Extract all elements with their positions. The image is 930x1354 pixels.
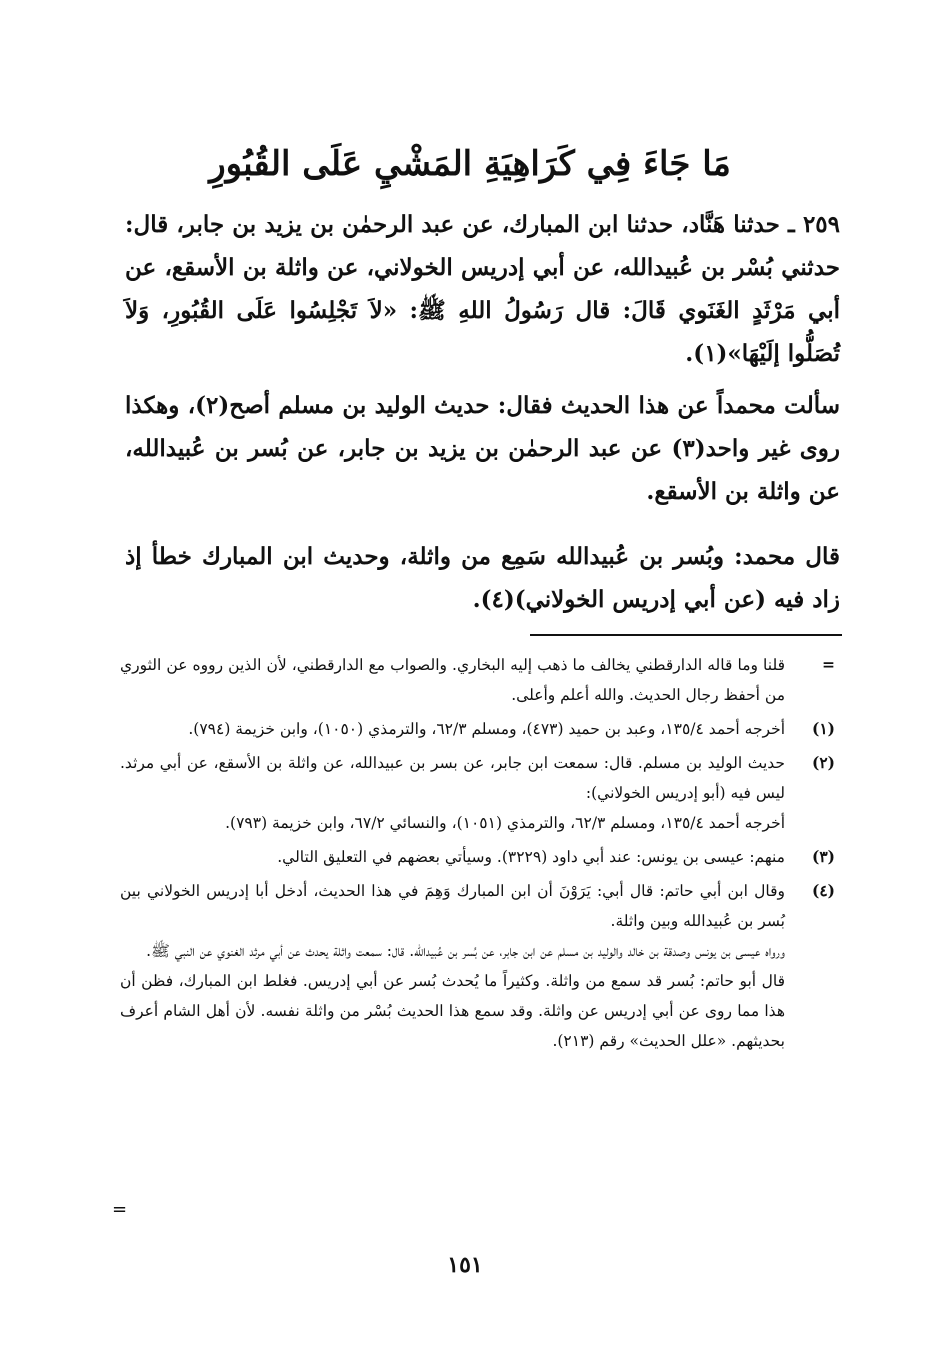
footnote-number: = bbox=[822, 655, 835, 674]
footnote-body bbox=[120, 842, 785, 872]
footnote-text: أخرجه أحمد ١٣٥/٤، وعبد بن حميد (٤٧٣)، ومسلم ٦٢/٣، والترمذي (١٠٥٠)، وابن خزيمة (٧٩٤). bbox=[188, 720, 785, 738]
footnote bbox=[120, 748, 835, 838]
footnote bbox=[120, 842, 835, 872]
hadith-paragraph bbox=[125, 203, 840, 375]
footnote-text: وقال ابن أبي حاتم: قال أبي: يَرَوْنَ أن ابن المبارك وَهِمَ في هذا الحديث، أدخل أبا إدريس الخولاني بين بُسر بن عُبيدالله وبين واثلة. bbox=[120, 882, 785, 930]
footnote-text: منهم: عيسى بن يونس: عند أبي داود (٣٢٢٩). وسيأتي بعضهم في التعليق التالي. bbox=[277, 848, 785, 866]
footnote bbox=[120, 650, 835, 710]
footnote-text: ورواه عيسى بن يونس وصدقة بن خالد والوليد بن مسلم عن ابن جابر، عن بُسر بن عُبيدالله. قال: سمعت واثلة يحدث عن أبي مرثد الغنوي عن النبي ﷺ. bbox=[146, 942, 785, 960]
footnote-text: حديث الوليد بن مسلم. قال: سمعت ابن جابر، عن بسر بن عبيدالله، عن واثلة بن الأسقع، عن أبي مرثد. ليس فيه (أبو إدريس الخولاني): bbox=[120, 754, 785, 802]
footnotes bbox=[120, 650, 835, 1060]
footnote bbox=[120, 876, 835, 1056]
footnote bbox=[120, 714, 835, 744]
footnote-number: (٢) bbox=[811, 753, 835, 772]
footnote-separator bbox=[530, 634, 842, 636]
conclusion-paragraph bbox=[125, 535, 840, 621]
footnote-text: أخرجه أحمد ١٣٥/٤، ومسلم ٦٢/٣، والترمذي (١٠٥١)، والنسائي ٦٧/٢، وابن خزيمة (٧٩٣). bbox=[225, 814, 785, 832]
chapter-title: مَا جَاءَ فِي كَرَاهِيَةِ المَشْيِ عَلَى القُبُورِ bbox=[209, 144, 731, 184]
footnote-body bbox=[120, 748, 785, 838]
conclusion-text: قال محمد: وبُسر بن عُبيدالله سَمِع من واثلة، وحديث ابن المبارك خطأ إذ زاد فيه (عن أبي إدريس الخولاني)(٤). bbox=[125, 543, 840, 613]
hadith-text: ٢٥٩ ـ حدثنا هَنَّاد، حدثنا ابن المبارك، عن عبد الرحمٰن بن يزيد بن جابر، قال: حدثني بُسْر بن عُبيدالله، عن أبي إدريس الخولاني، عن واثلة بن الأسقع، عن أبي مَرْثَدٍ الغَنَوي قَالَ: قال رَسُولُ اللهِ ﷺ: «لاَ تَجْلِسُوا عَلَى القُبُورِ، وَلاَ تُصَلُّوا إلَيْهَا»(١). bbox=[125, 211, 840, 367]
footnote-body bbox=[120, 714, 785, 744]
footnote-body bbox=[120, 650, 785, 710]
page-number: ١٥١ bbox=[447, 1252, 483, 1278]
commentary-paragraph bbox=[125, 384, 840, 513]
footnote-number: (٤) bbox=[811, 881, 835, 900]
commentary-text: سألت محمداً عن هذا الحديث فقال: حديث الوليد بن مسلم أصح(٢)، وهكذا روى غير واحد(٣) عن عبد الرحمٰن بن يزيد بن جابر، عن بُسر بن عُبيدالله، عن واثلة بن الأسقع. bbox=[125, 392, 841, 505]
continuation-mark: = bbox=[112, 1199, 128, 1220]
footnote-body bbox=[120, 876, 785, 1056]
footnote-number: (١) bbox=[811, 719, 835, 738]
footnote-number: (٣) bbox=[811, 847, 835, 866]
footnote-text: قلنا وما قاله الدارقطني يخالف ما ذهب إليه البخاري. والصواب مع الدارقطني، لأن الذين رووه عن الثوري من أحفظ رجال الحديث. والله أعلم وأعلى. bbox=[120, 656, 785, 704]
footnote-text: قال أبو حاتم: بُسر قد سمع من واثلة. وكثيراً ما يُحدث بُسر عن أبي إدريس. فغلط ابن المبارك، فظن أن هذا مما روى عن أبي إدريس عن واثلة. وقد سمع هذا الحديث بُسْر من واثلة نفسه. لأن أهل الشام أعرف بحديثهم. «علل الحديث» رقم (٢١٣). bbox=[120, 972, 785, 1050]
